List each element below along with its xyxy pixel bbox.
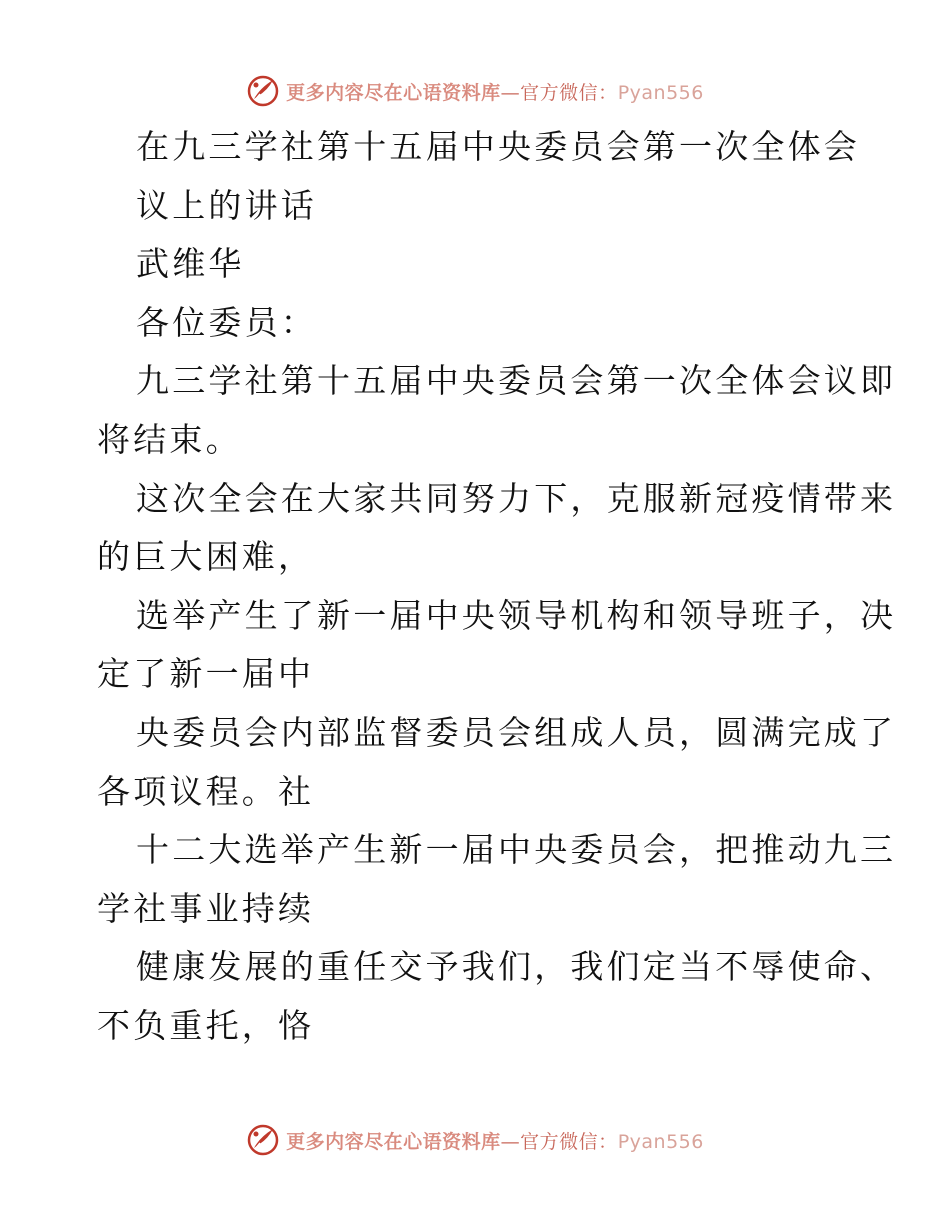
footer-wechat-label: 官方微信： [520,1130,618,1153]
title-line-1: 在九三学社第十五届中央委员会第一次全体会 [136,127,860,166]
paragraph-line: 定了新一届中 [97,654,315,694]
paragraph-line: 十二大选举产生新一届中央委员会，把推动九三 [136,830,897,870]
paragraph-line: 不负重托，恪 [97,1005,315,1045]
footer-separator: — [500,1130,521,1153]
header-banner-text [286,78,704,105]
paragraph-line: 的巨大困难， [97,537,315,577]
paragraph-line: 央委员会内部监督委员会组成人员，圆满完成了 [136,712,897,752]
header-main-text: 更多内容尽在心语资料库 [286,81,501,104]
footer-banner-text [286,1127,704,1154]
header-banner [0,71,950,111]
paragraph-line: 九三学社第十五届中央委员会第一次全体会议即 [136,361,897,401]
author-line: 武维华 [136,244,245,284]
document-body [97,118,897,1056]
footer-banner [0,1120,950,1160]
quill-pen-logo-icon [246,74,280,108]
salutation-line: 各位委员： [136,302,317,342]
header-wechat-label: 官方微信： [520,81,618,104]
title-line-2: 议上的讲话 [136,185,317,225]
paragraph-line: 学社事业持续 [97,888,315,928]
footer-main-text: 更多内容尽在心语资料库 [286,1130,501,1153]
paragraph-line: 这次全会在大家共同努力下，克服新冠疫情带来 [136,478,897,518]
paragraph-line: 选举产生了新一届中央领导机构和领导班子，决 [136,595,897,635]
paragraph-line: 将结束。 [97,419,242,459]
quill-pen-logo-icon [246,1123,280,1157]
footer-wechat-id: Pyan556 [617,1130,704,1153]
paragraph-line: 各项议程。社 [97,771,315,811]
paragraph-line: 健康发展的重任交予我们，我们定当不辱使命、 [136,947,897,987]
header-separator: — [500,81,521,104]
header-wechat-id: Pyan556 [617,81,704,104]
